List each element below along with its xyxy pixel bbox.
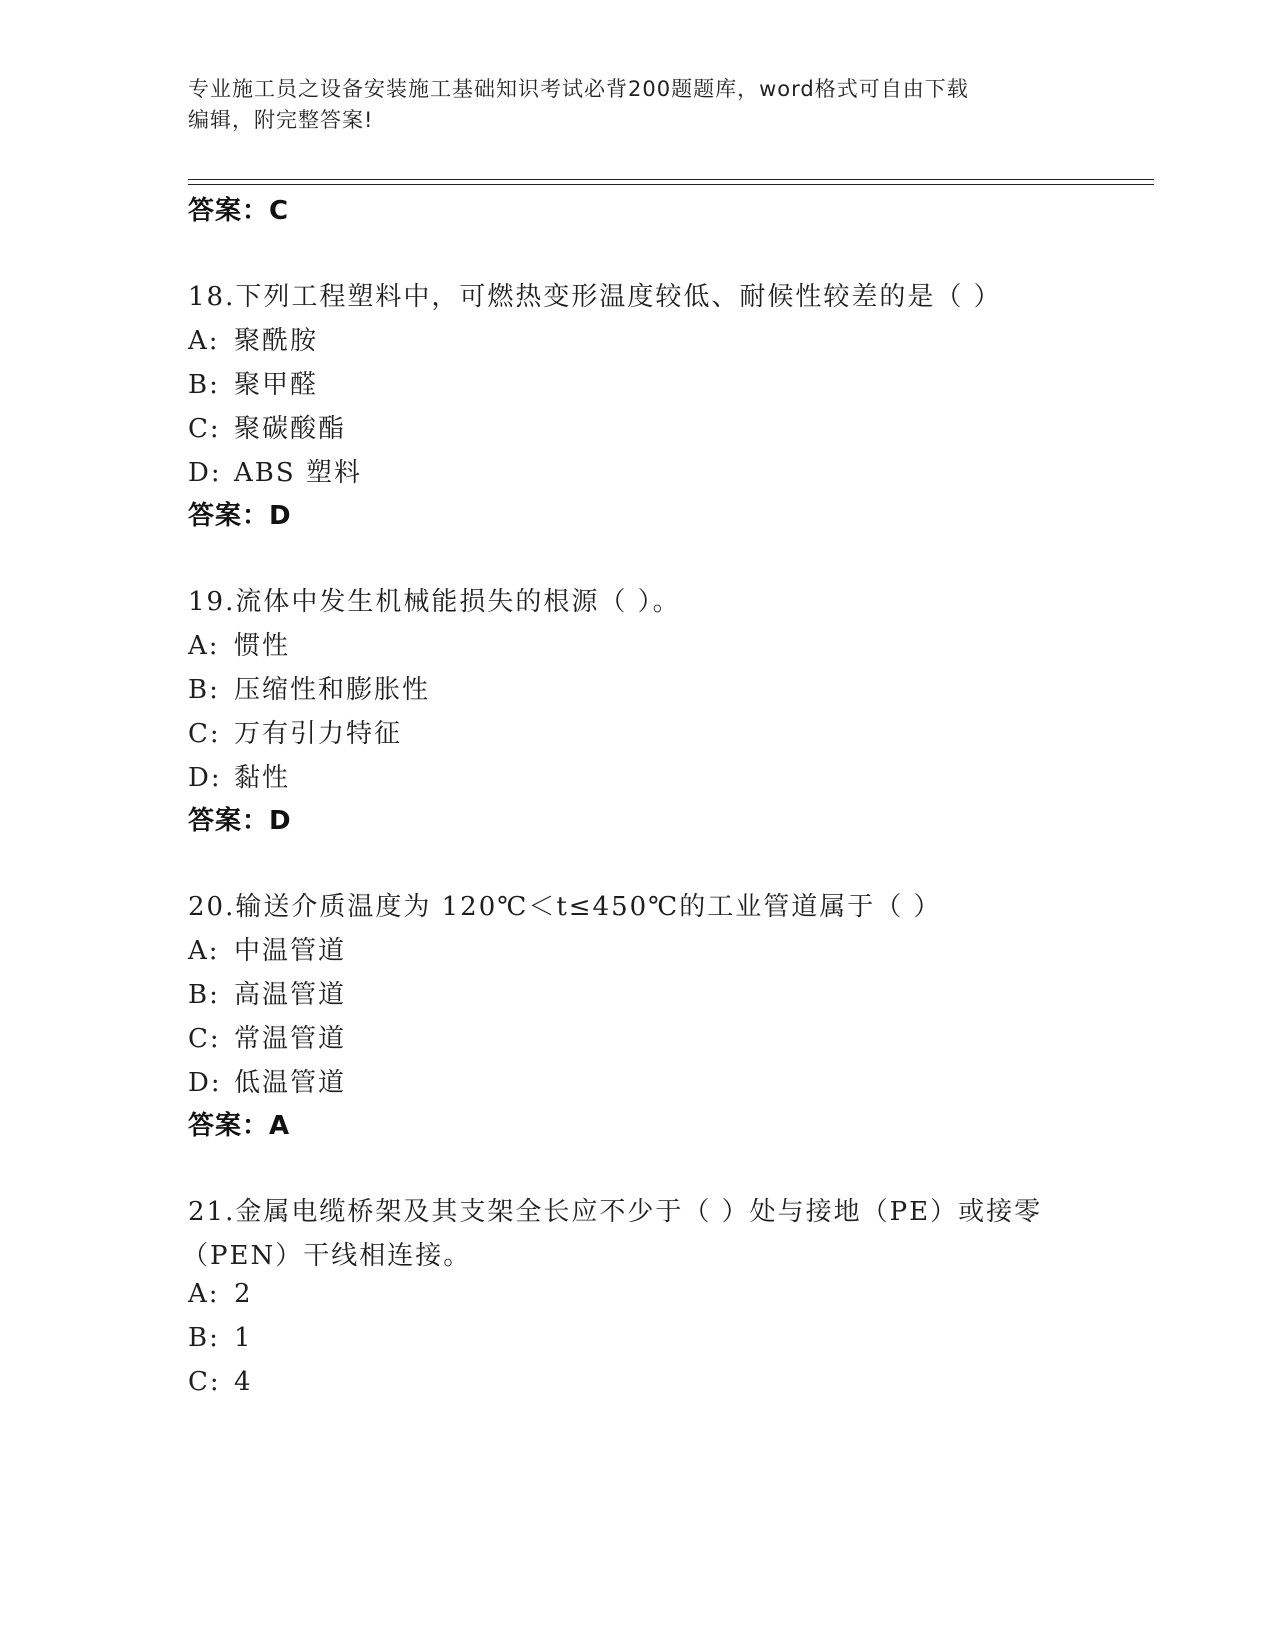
option-label: C: — [188, 1024, 221, 1054]
option-text: 压缩性和膨胀性 — [234, 675, 431, 705]
question-19-option-a — [188, 625, 290, 662]
question-19-option-b — [188, 669, 430, 706]
option-text: 低温管道 — [234, 1068, 347, 1098]
option-text: 2 — [234, 1279, 253, 1309]
question-20-text: 20.输送介质温度为 120℃＜t≤450℃的工业管道属于（ ） — [188, 892, 942, 922]
option-text: 聚甲醛 — [234, 370, 319, 400]
option-text: 中温管道 — [234, 936, 347, 966]
option-label: D: — [188, 763, 222, 793]
option-label: C: — [188, 414, 221, 444]
option-text: 黏性 — [234, 763, 291, 793]
answer-q20: 答案：A — [188, 1111, 291, 1141]
question-21-option-a — [188, 1279, 253, 1309]
option-label: A: — [188, 936, 220, 966]
header-line-1: 专业施工员之设备安装施工基础知识考试必背200题题库，word格式可自由下载 — [188, 77, 969, 101]
question-18-option-c — [188, 408, 346, 445]
question-20-option-a — [188, 930, 346, 967]
option-label: A: — [188, 631, 220, 661]
header-line-2: 编辑，附完整答案! — [188, 108, 374, 132]
question-18-option-b — [188, 364, 318, 401]
option-text: 4 — [234, 1367, 253, 1397]
option-label: D: — [188, 1068, 222, 1098]
question-19-text: 19.流体中发生机械能损失的根源（ ）。 — [188, 587, 681, 617]
option-label: C: — [188, 719, 221, 749]
option-text: ABS 塑料 — [234, 458, 362, 488]
option-text: 万有引力特征 — [234, 719, 403, 749]
option-label: D: — [188, 458, 222, 488]
question-18-text: 18.下列工程塑料中，可燃热变形温度较低、耐候性较差的是（ ） — [188, 282, 1002, 312]
answer-q17: 答案：C — [188, 196, 290, 226]
header-divider-top — [188, 179, 1154, 180]
option-text: 聚碳酸酯 — [234, 414, 347, 444]
question-18-option-a — [188, 320, 318, 357]
answer-q19: 答案：D — [188, 806, 292, 836]
option-text: 高温管道 — [234, 980, 347, 1010]
option-text: 聚酰胺 — [234, 326, 319, 356]
question-21-option-b — [188, 1323, 253, 1353]
question-20-option-d — [188, 1062, 346, 1099]
option-text: 常温管道 — [234, 1024, 347, 1054]
question-20-option-b — [188, 974, 346, 1011]
option-label: A: — [188, 1279, 220, 1309]
option-label: C: — [188, 1367, 221, 1397]
answer-q18: 答案：D — [188, 501, 292, 531]
document-header — [188, 74, 1088, 136]
question-19-option-d — [188, 757, 290, 794]
option-label: B: — [188, 370, 220, 400]
question-21-option-c — [188, 1367, 253, 1397]
option-text: 1 — [234, 1323, 253, 1353]
question-18-option-d — [188, 452, 362, 489]
question-20-option-c — [188, 1018, 346, 1055]
option-label: B: — [188, 675, 220, 705]
option-label: B: — [188, 980, 220, 1010]
question-21-text: 21.金属电缆桥架及其支架全长应不少于（ ）处与接地（PE）或接零 — [188, 1197, 1043, 1227]
question-21-text-line-2: （PEN）干线相连接。 — [182, 1241, 472, 1271]
option-text: 惯性 — [234, 631, 291, 661]
option-label: A: — [188, 326, 220, 356]
question-19-option-c — [188, 713, 402, 750]
option-label: B: — [188, 1323, 220, 1353]
header-divider-bottom — [188, 184, 1154, 185]
